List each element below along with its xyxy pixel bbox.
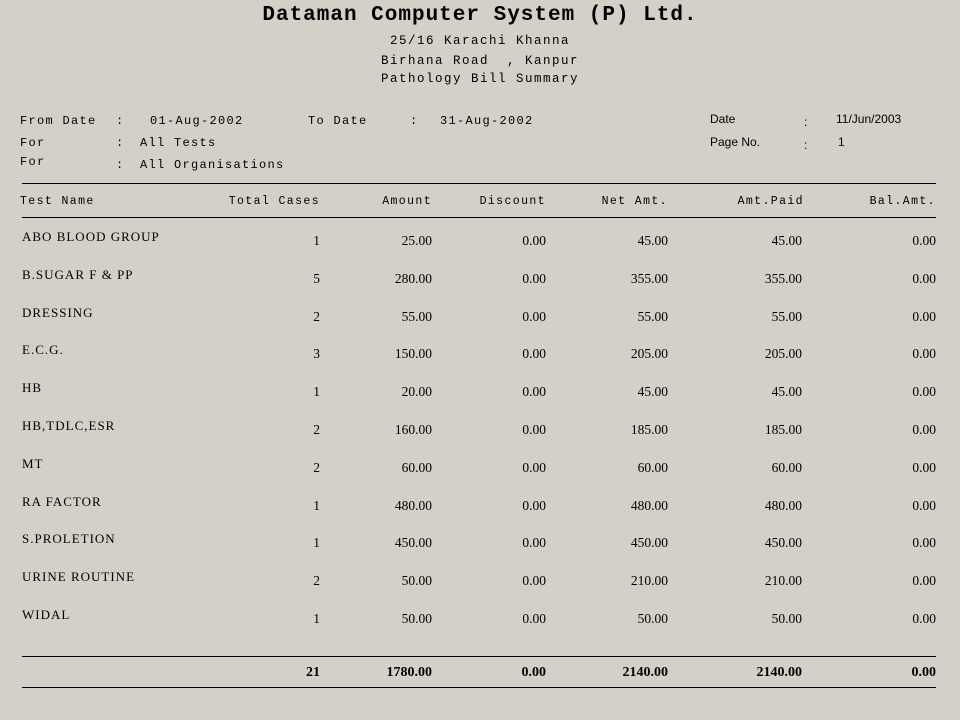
table-row — [0, 230, 960, 250]
cell-bal-amt: 0.00 — [912, 573, 936, 589]
date-sep: : — [804, 115, 808, 129]
cell-net-amt: 50.00 — [637, 611, 668, 626]
cell-bal-amt: 0.00 — [912, 535, 936, 551]
cell-amount: 50.00 — [401, 573, 432, 589]
cell-bal-amt: 0.00 — [912, 422, 936, 437]
cell-test-name: ABO BLOOD GROUP — [22, 229, 160, 244]
for-tests-label: For — [20, 136, 46, 150]
cell-amount: 55.00 — [401, 308, 432, 324]
cell-discount: 0.00 — [522, 422, 546, 437]
cell-amount: 20.00 — [401, 384, 432, 400]
page-no-value: 1 — [838, 135, 845, 149]
cell-total-cases: 1 — [313, 233, 320, 248]
cell-discount: 0.00 — [522, 459, 546, 475]
cell-discount: 0.00 — [522, 233, 546, 248]
col-header-amount: Amount — [382, 195, 432, 208]
cell-discount: 0.00 — [522, 308, 546, 324]
date-value: 11/Jun/2003 — [836, 112, 902, 126]
for-orgs-value: All Organisations — [140, 158, 285, 172]
company-address-line-1: 25/16 Karachi Khanna — [389, 34, 571, 48]
total-net-amt: 2140.00 — [622, 665, 668, 680]
cell-amount: 50.00 — [401, 611, 432, 626]
cell-total-cases: 2 — [313, 459, 320, 475]
cell-amt-paid: 210.00 — [764, 573, 802, 589]
cell-bal-amt: 0.00 — [912, 497, 936, 513]
for-orgs-sep: : — [116, 158, 125, 172]
total-cases: 21 — [306, 665, 320, 680]
cell-total-cases: 2 — [313, 308, 320, 324]
from-date-sep: : — [116, 114, 125, 128]
cell-amount: 280.00 — [394, 270, 432, 286]
col-header-discount: Discount — [479, 195, 546, 208]
cell-amount: 25.00 — [401, 233, 432, 248]
table-row — [0, 381, 960, 401]
cell-discount: 0.00 — [522, 611, 546, 626]
total-amount: 1780.00 — [386, 665, 432, 680]
col-header-amt-paid: Amt.Paid — [737, 195, 804, 208]
table-row — [0, 343, 960, 363]
cell-test-name: HB — [22, 380, 43, 396]
cell-amt-paid: 450.00 — [764, 535, 802, 551]
col-header-net-amt: Net Amt. — [601, 195, 668, 208]
cell-amt-paid: 185.00 — [764, 422, 802, 437]
cell-net-amt: 45.00 — [637, 233, 668, 248]
cell-total-cases: 1 — [313, 497, 320, 513]
cell-test-name: HB,TDLC,ESR — [22, 418, 116, 433]
cell-net-amt: 60.00 — [637, 459, 668, 475]
cell-net-amt: 355.00 — [630, 270, 668, 286]
company-name: Dataman Computer System (P) Ltd. — [262, 4, 698, 27]
totals-bottom-rule — [22, 687, 936, 688]
to-date-value: 31-Aug-2002 — [440, 114, 534, 128]
cell-test-name: B.SUGAR F & PP — [22, 266, 134, 282]
from-date-value: 01-Aug-2002 — [150, 114, 244, 128]
cell-total-cases: 1 — [313, 384, 320, 400]
cell-net-amt: 480.00 — [630, 497, 668, 513]
page-no-label: Page No. — [710, 135, 761, 149]
cell-test-name: WIDAL — [22, 607, 71, 622]
table-row — [0, 419, 960, 439]
totals-top-rule — [22, 656, 936, 657]
col-header-total-cases: Total Cases — [228, 195, 320, 208]
cell-bal-amt: 0.00 — [912, 384, 936, 400]
cell-amt-paid: 55.00 — [771, 308, 802, 324]
cell-total-cases: 1 — [313, 611, 320, 626]
cell-discount: 0.00 — [522, 497, 546, 513]
cell-bal-amt: 0.00 — [912, 270, 936, 286]
cell-bal-amt: 0.00 — [912, 308, 936, 324]
cell-net-amt: 185.00 — [630, 422, 668, 437]
cell-discount: 0.00 — [522, 573, 546, 589]
cell-test-name: MT — [22, 455, 44, 471]
col-header-bal-amt: Bal.Amt. — [869, 195, 936, 208]
from-date-label: From Date — [20, 114, 97, 128]
cell-test-name: URINE ROUTINE — [22, 569, 136, 585]
col-header-test-name: Test Name — [20, 195, 95, 208]
total-amt-paid: 2140.00 — [756, 665, 802, 680]
page-no-sep: : — [804, 138, 808, 152]
cell-bal-amt: 0.00 — [912, 233, 936, 248]
table-row — [0, 495, 960, 515]
cell-total-cases: 5 — [313, 270, 320, 286]
to-date-label: To Date — [308, 114, 368, 128]
to-date-sep: : — [410, 114, 419, 128]
cell-amount: 60.00 — [401, 459, 432, 475]
totals-row — [0, 665, 960, 685]
for-orgs-label: For — [20, 155, 46, 169]
table-row — [0, 457, 960, 477]
header-top-rule — [22, 183, 936, 184]
table-row — [0, 268, 960, 288]
cell-amount: 150.00 — [394, 346, 432, 362]
cell-net-amt: 45.00 — [637, 384, 668, 400]
cell-amount: 480.00 — [394, 497, 432, 513]
table-row — [0, 532, 960, 552]
for-tests-sep: : — [116, 136, 125, 150]
cell-discount: 0.00 — [522, 270, 546, 286]
total-discount: 0.00 — [521, 665, 546, 680]
cell-bal-amt: 0.00 — [912, 611, 936, 626]
cell-amt-paid: 60.00 — [771, 459, 802, 475]
cell-discount: 0.00 — [522, 346, 546, 362]
date-label: Date — [710, 112, 736, 126]
table-row — [0, 608, 960, 628]
cell-amount: 450.00 — [394, 535, 432, 551]
cell-net-amt: 210.00 — [630, 573, 668, 589]
cell-amount: 160.00 — [394, 422, 432, 437]
cell-test-name: E.C.G. — [22, 342, 64, 358]
cell-discount: 0.00 — [522, 384, 546, 400]
cell-test-name: RA FACTOR — [22, 493, 102, 509]
cell-total-cases: 3 — [313, 346, 320, 362]
cell-bal-amt: 0.00 — [912, 346, 936, 362]
cell-net-amt: 205.00 — [630, 346, 668, 362]
cell-bal-amt: 0.00 — [912, 459, 936, 475]
cell-amt-paid: 205.00 — [764, 346, 802, 362]
cell-amt-paid: 480.00 — [764, 497, 802, 513]
table-row — [0, 306, 960, 326]
cell-test-name: DRESSING — [22, 304, 94, 320]
cell-amt-paid: 355.00 — [764, 270, 802, 286]
cell-amt-paid: 45.00 — [771, 233, 802, 248]
cell-discount: 0.00 — [522, 535, 546, 551]
table-row — [0, 570, 960, 590]
cell-net-amt: 55.00 — [637, 308, 668, 324]
for-tests-value: All Tests — [140, 136, 217, 150]
cell-amt-paid: 45.00 — [771, 384, 802, 400]
cell-net-amt: 450.00 — [630, 535, 668, 551]
cell-total-cases: 2 — [313, 422, 320, 437]
header-bottom-rule — [22, 217, 936, 218]
cell-total-cases: 2 — [313, 573, 320, 589]
cell-amt-paid: 50.00 — [771, 611, 802, 626]
total-bal-amt: 0.00 — [911, 665, 936, 680]
report-title: Pathology Bill Summary — [380, 72, 580, 86]
cell-test-name: S.PROLETION — [22, 531, 116, 547]
company-address-line-2: Birhana Road , Kanpur — [380, 54, 580, 68]
cell-total-cases: 1 — [313, 535, 320, 551]
